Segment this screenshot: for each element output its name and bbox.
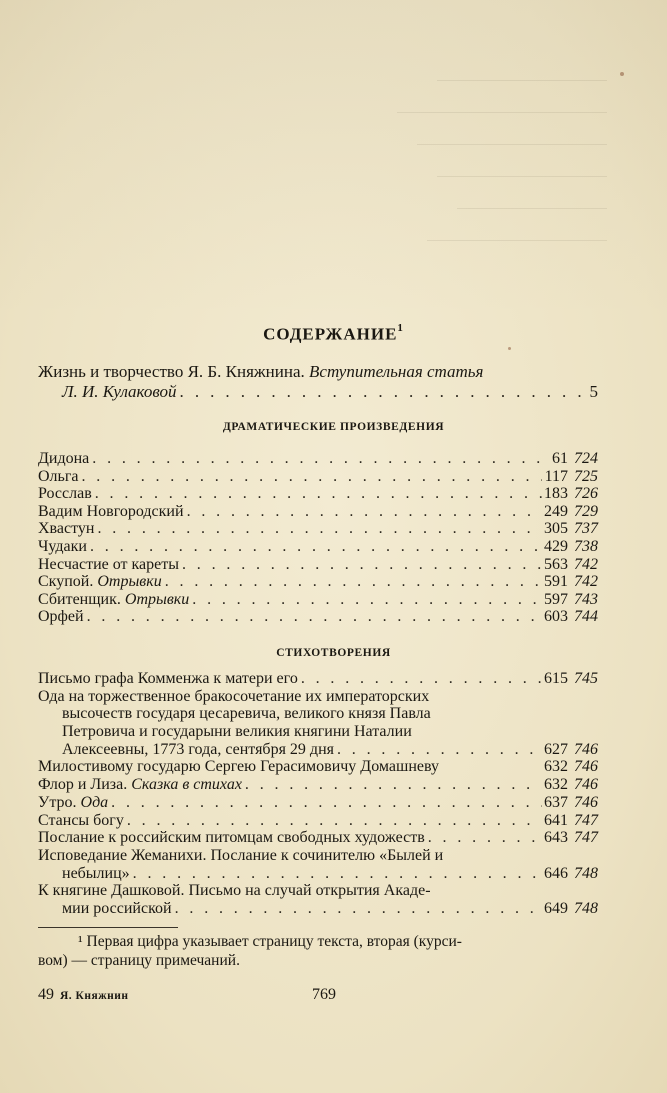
poems-list	[38, 670, 598, 918]
text-page: 641	[544, 811, 568, 829]
text-page: 249	[544, 502, 568, 520]
text-page: 603	[544, 608, 568, 626]
notes-page: 747	[574, 829, 598, 847]
leader-dots	[94, 520, 542, 538]
section-heading-drama: ДРАМАТИЧЕСКИЕ ПРОИЗВЕДЕНИЯ	[222, 421, 445, 433]
notes-page: 729	[574, 502, 598, 520]
entry-title-text: Вадим Новгородский	[38, 502, 184, 520]
notes-page: 744	[574, 608, 598, 626]
text-page: 632	[544, 776, 568, 794]
notes-page: 742	[574, 573, 598, 591]
entry-title-italic: Отрывки	[124, 590, 190, 608]
toc-entry-line: Ода на торжественное бракосочетание их императорских	[38, 687, 430, 705]
entry-pages	[542, 776, 598, 794]
intro-entry	[38, 362, 598, 400]
title-footnote-mark: 1	[397, 322, 404, 334]
text-page: 615	[544, 670, 568, 687]
leader-dots	[92, 485, 542, 503]
notes-page: 743	[574, 590, 598, 608]
toc-entry	[38, 812, 598, 830]
entry-title: Алексеевны, 1773 года, сентября 29 дня	[62, 740, 334, 758]
entry-pages	[542, 900, 598, 918]
entry-title-text: Скупой.	[38, 573, 94, 591]
text-page: 305	[544, 520, 568, 538]
text-page: 646	[544, 864, 568, 882]
footnote	[38, 932, 598, 970]
entry-pages	[542, 591, 598, 609]
entry-title: небылиц»	[62, 864, 130, 882]
notes-page: 725	[574, 467, 598, 485]
text-page: 632	[544, 758, 568, 776]
entry-title	[38, 450, 89, 468]
footnote-line-1: ¹ Первая цифра указывает страницу текста, вторая (курси-	[78, 933, 462, 950]
leader-dots	[124, 812, 542, 830]
entry-title	[38, 608, 84, 626]
intro-italic-text: Вступительная статья	[309, 362, 484, 381]
entry-title	[38, 503, 184, 521]
entry-pages	[542, 608, 598, 626]
footnote-line-2: вом) — страницу примечаний.	[38, 952, 240, 969]
paper-fleck	[620, 72, 624, 76]
leader-dots	[184, 503, 542, 521]
toc-entry	[38, 776, 598, 794]
text-page: 117	[544, 467, 568, 485]
notes-page: 748	[574, 864, 598, 882]
notes-page: 746	[574, 776, 598, 794]
leader-dots	[89, 450, 542, 468]
notes-page: 746	[574, 758, 598, 776]
toc-entry	[38, 591, 598, 609]
leader-dots	[162, 573, 542, 591]
intro-line-2	[38, 382, 598, 400]
text-page: 563	[544, 555, 568, 573]
toc-entry	[38, 865, 598, 883]
notes-page: 746	[574, 793, 598, 811]
toc-entry	[38, 468, 598, 486]
leader-dots	[242, 776, 542, 794]
drama-list	[38, 450, 598, 626]
entry-pages	[542, 556, 598, 574]
entry-pages	[542, 829, 598, 847]
paper-fleck	[508, 347, 511, 350]
text-page: 597	[544, 590, 568, 608]
entry-pages	[542, 538, 598, 556]
text-page: 637	[544, 793, 568, 811]
toc-entry	[38, 556, 598, 574]
notes-page: 746	[574, 740, 598, 758]
page-title	[0, 324, 667, 345]
leader-dots	[189, 591, 542, 609]
entry-pages	[542, 485, 598, 503]
entry-title	[38, 776, 242, 794]
text-page: 627	[544, 740, 568, 758]
notes-page: 747	[574, 811, 598, 829]
toc-entry	[38, 758, 598, 776]
entry-pages	[542, 468, 598, 486]
leader-dots	[108, 794, 542, 812]
bleed-through-area	[0, 0, 667, 320]
toc-entry	[38, 503, 598, 521]
leader-dots	[177, 382, 590, 402]
bleed-through-line	[437, 176, 607, 177]
bleed-through-line	[437, 80, 607, 81]
bleed-through-line	[457, 208, 607, 209]
toc-entry	[38, 573, 598, 591]
bleed-through-line	[417, 144, 607, 145]
toc-entry-line: Петровича и государыни великия княгини Наталии	[62, 723, 412, 741]
leader-dots	[298, 670, 542, 688]
entry-pages	[542, 573, 598, 591]
intro-page: 5	[589, 382, 598, 401]
toc-entry-line: Исповедание Жеманихи. Послание к сочинителю «Былей и	[38, 846, 444, 864]
entry-title	[38, 573, 162, 591]
toc-entry	[38, 741, 598, 759]
entry-title-text: Несчастие от кареты	[38, 555, 179, 573]
entry-title: Милостивому государю Сергею Герасимовичу Домашневу	[38, 758, 440, 776]
text-page: 649	[544, 899, 568, 917]
toc-entry	[38, 520, 598, 538]
entry-title-text: Росслав	[38, 485, 92, 503]
footnote-rule	[38, 927, 178, 928]
entry-title-italic: Ода	[80, 793, 109, 811]
toc-entry	[38, 538, 598, 556]
notes-page: 726	[574, 485, 598, 503]
entry-title-italic: Сказка в стихах	[131, 776, 242, 794]
entry-pages	[542, 865, 598, 883]
text-page: 643	[544, 829, 568, 847]
leader-dots	[425, 829, 542, 847]
entry-title	[38, 468, 79, 486]
entry-title-text: Утро.	[38, 793, 77, 811]
section-heading-poems: СТИХОТВОРЕНИЯ	[276, 647, 391, 659]
text-page: 183	[544, 485, 568, 503]
entry-title: мии российской	[62, 899, 172, 917]
entry-title	[38, 794, 108, 812]
entry-title	[38, 556, 179, 574]
entry-title-italic: Отрывки	[97, 573, 162, 591]
printer-signature	[38, 986, 128, 1004]
entry-title	[38, 538, 87, 556]
notes-page: 745	[574, 670, 598, 687]
bleed-through-line	[397, 112, 607, 113]
leader-dots	[130, 865, 542, 883]
text-page: 591	[544, 573, 568, 591]
toc-entry	[38, 450, 598, 468]
entry-title-text: Ольга	[38, 467, 79, 485]
entry-pages	[542, 758, 598, 776]
intro-author: Л. И. Кулаковой	[62, 382, 177, 401]
entry-title-text: Орфей	[38, 608, 84, 626]
leader-dots	[79, 468, 543, 486]
entry-pages	[542, 794, 598, 812]
toc-entry-line: высочеств государя цесаревича, великого князя Павла	[62, 705, 431, 723]
entry-title	[38, 520, 94, 538]
toc-entry	[38, 794, 598, 812]
notes-page: 737	[574, 520, 598, 538]
toc-entry	[38, 670, 598, 688]
leader-dots	[87, 538, 542, 556]
entry-title-text: Чудаки	[38, 537, 87, 555]
entry-title-text: Флор и Лиза.	[38, 776, 128, 794]
entry-pages	[542, 812, 598, 830]
entry-pages	[542, 741, 598, 759]
entry-title-text: Дидона	[38, 450, 90, 467]
toc-entry	[38, 608, 598, 626]
notes-page: 742	[574, 555, 598, 573]
entry-title	[38, 485, 92, 503]
entry-title-text: Сбитенщик.	[38, 590, 121, 608]
leader-dots	[179, 556, 542, 574]
notes-page: 748	[574, 899, 598, 917]
intro-text: Жизнь и творчество Я. Б. Княжнина.	[38, 362, 305, 381]
notes-page: 738	[574, 537, 598, 555]
entry-title: Стансы богу	[38, 811, 124, 829]
entry-title	[38, 591, 189, 609]
bleed-through-line	[427, 240, 607, 241]
leader-dots	[172, 900, 542, 918]
text-page: 61	[552, 450, 568, 467]
entry-title-text: Хвастун	[38, 520, 95, 538]
toc-entry-line: К княгине Дашковой. Письмо на случай открытия Акаде-	[38, 882, 431, 900]
signature-number: 49	[38, 986, 54, 1003]
entry-pages	[542, 450, 598, 468]
entry-title: Письмо графа Комменжа к матери его	[38, 670, 298, 687]
entry-pages	[542, 503, 598, 521]
signature-name: Я. Княжнин	[60, 990, 129, 1002]
leader-dots	[84, 608, 542, 626]
entry-title: Послание к российским питомцам свободных художеств	[38, 829, 425, 847]
toc-entry	[38, 485, 598, 503]
leader-dots	[334, 741, 542, 759]
page-number: 769	[312, 986, 336, 1003]
toc-entry	[38, 829, 598, 847]
notes-page: 724	[574, 450, 598, 467]
intro-line-1	[38, 362, 598, 382]
entry-pages	[542, 670, 598, 688]
entry-pages	[542, 520, 598, 538]
toc-entry	[38, 900, 598, 918]
title-text: СОДЕРЖАНИЕ	[263, 324, 398, 344]
text-page: 429	[544, 537, 568, 555]
